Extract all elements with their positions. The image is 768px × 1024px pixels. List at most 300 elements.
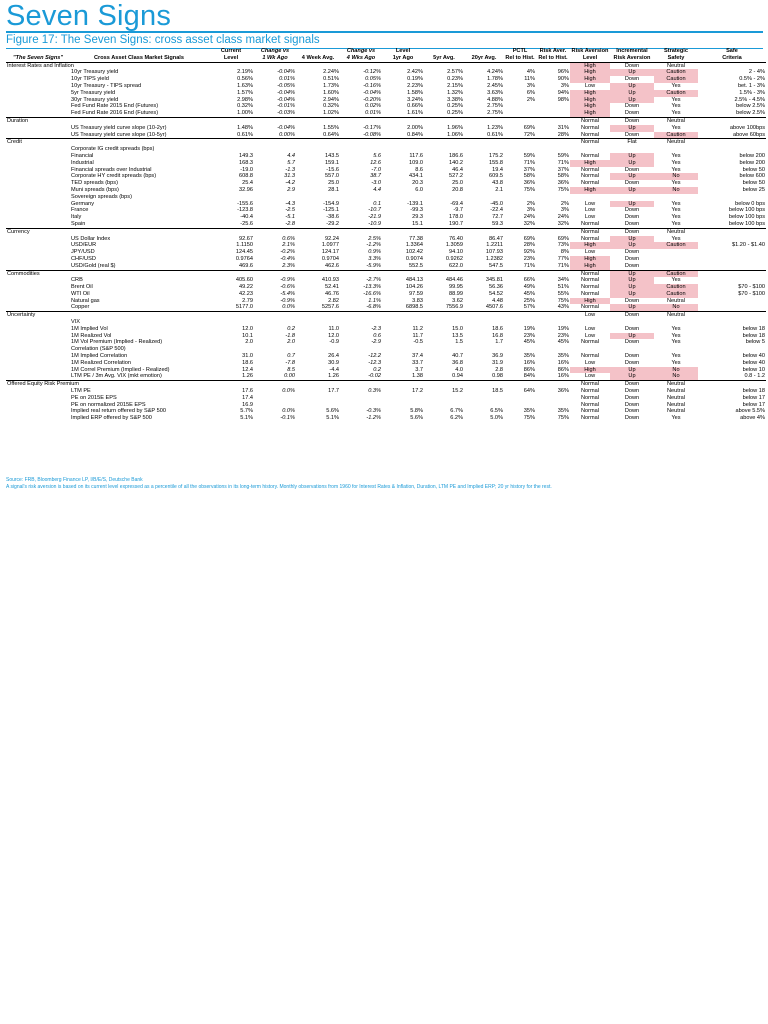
cell: -0.1% [280, 415, 295, 422]
cell: 434.1 [409, 173, 423, 180]
cell: -0.2% [280, 249, 295, 256]
cell [424, 139, 464, 146]
cell: Low [570, 312, 610, 319]
cell [6, 373, 70, 380]
cell [424, 228, 464, 235]
cell [340, 346, 382, 353]
cell: Down [624, 325, 640, 332]
cell [6, 263, 70, 270]
cell: 23% [557, 332, 569, 339]
cell: 405.60 [235, 277, 253, 284]
cell: Cross Asset Class Market Signals [70, 55, 208, 62]
cell: 35% [523, 353, 535, 360]
cell [382, 319, 424, 326]
cell: below 18 [742, 388, 765, 395]
cell: 23% [523, 255, 535, 262]
cell: 117.6 [409, 152, 423, 159]
cell [654, 319, 698, 326]
cell [504, 228, 536, 235]
cell: 8% [560, 249, 569, 256]
cell: 10yr Treasury yield [71, 69, 119, 76]
cell [6, 69, 70, 76]
table-row [6, 277, 766, 284]
cell: 3.63% [487, 89, 503, 96]
cell: Normal [580, 408, 600, 415]
cell: High [570, 103, 610, 110]
cell: Uncertainty [6, 312, 70, 319]
cell: 5yr Treasury yield [71, 89, 116, 96]
cell: -1.3 [285, 166, 295, 173]
cell: -154.9 [323, 200, 339, 207]
cell [698, 194, 766, 201]
cell [424, 270, 464, 277]
cell: Flat [610, 139, 654, 146]
cell [654, 346, 698, 353]
cell [536, 381, 570, 388]
cell: 2.24% [323, 69, 339, 76]
cell: 77.38 [409, 235, 423, 242]
cell: Neutral [666, 297, 686, 304]
cell: Corporate IG credit spreads (bps) [71, 146, 155, 153]
cell: 0.5% - 2% [739, 76, 765, 83]
cell [6, 207, 70, 214]
cell [6, 388, 70, 395]
cell: below 100 bps [728, 220, 765, 227]
cell: 25.0 [452, 180, 463, 187]
cell: 59% [523, 152, 535, 159]
cell: 104.26 [405, 284, 423, 291]
section-row [6, 270, 766, 277]
cell [6, 326, 70, 333]
cell: Yes [671, 166, 681, 173]
cell: 1.00% [237, 110, 253, 117]
cell: 1.2211 [486, 242, 503, 249]
cell [6, 319, 70, 326]
cell: 1.48% [237, 124, 253, 131]
cell [464, 62, 504, 69]
cell [296, 194, 340, 201]
cell [208, 381, 254, 388]
cell: Down [624, 339, 640, 346]
cell: 11.2 [412, 325, 423, 332]
cell: 20.3 [412, 180, 423, 187]
cell [504, 110, 536, 117]
table-row [6, 83, 766, 90]
cell [464, 194, 504, 201]
cell [464, 117, 504, 124]
cell: below 18 [742, 332, 765, 339]
cell: 0.01% [279, 76, 295, 83]
cell: 20.8 [452, 186, 463, 193]
cell: 2.00% [407, 124, 423, 131]
cell [424, 312, 464, 319]
cell: 5.1% [240, 415, 253, 422]
cell: Down [610, 117, 654, 124]
cell [208, 194, 254, 201]
cell: 0.0% [282, 304, 295, 311]
cell: 64% [523, 388, 535, 395]
cell: Normal [570, 270, 610, 277]
cell: -0.08% [363, 131, 381, 138]
cell [6, 132, 70, 139]
cell: Level [208, 55, 254, 62]
cell: Down [624, 180, 640, 187]
cell: Down [624, 297, 640, 304]
cell: -0.02 [368, 373, 381, 380]
cell: 8.6 [415, 166, 423, 173]
cell: France [71, 207, 89, 214]
cell: 4.4 [287, 152, 295, 159]
table-row [6, 201, 766, 208]
cell: 25.4 [242, 180, 253, 187]
cell: 140.2 [449, 159, 463, 166]
cell: Fed Fund Rate 2016 End (Futures) [71, 110, 159, 117]
cell [296, 228, 340, 235]
cell [340, 139, 382, 146]
cell: 28% [523, 242, 535, 249]
cell [698, 277, 766, 284]
cell: 484.46 [445, 277, 463, 284]
cell: 0.6 [373, 332, 381, 339]
cell: 19.4 [492, 166, 503, 173]
cell: below 200 [739, 152, 765, 159]
cell: 1M Realized Vol [71, 332, 112, 339]
cell: 178.0 [449, 214, 463, 221]
cell: -6.8% [366, 304, 381, 311]
cell: 0.9764 [235, 255, 253, 262]
figure-caption: Figure 17: The Seven Signs: cross asset class market signals [6, 31, 763, 49]
cell [382, 228, 424, 235]
cell: 1.2382 [485, 255, 503, 262]
cell: 4 Wks Ago [340, 55, 382, 62]
cell [6, 83, 70, 90]
footnote-source: Source: FRB, Bloomberg Finance LP, I/B/E/S, Deutsche Bank [6, 477, 143, 483]
cell: 2.9 [287, 186, 295, 193]
cell: -1.2% [366, 415, 381, 422]
table-row [6, 346, 766, 353]
cell: 76.40 [449, 235, 463, 242]
cell: Up [610, 284, 654, 291]
cell: 16% [557, 359, 569, 366]
table-row [6, 367, 766, 374]
cell: 36% [523, 180, 535, 187]
cell: 0.66% [407, 103, 423, 110]
cell: 2.94% [323, 96, 339, 103]
cell: 4.48 [492, 297, 503, 304]
cell: Up [610, 69, 654, 76]
cell: Low [584, 249, 596, 256]
cell [382, 139, 424, 146]
cell: 0.01% [365, 110, 381, 117]
cell: -45.0 [490, 200, 503, 207]
cell [424, 117, 464, 124]
cell: 0.23% [447, 76, 463, 83]
cell: 37.4 [412, 353, 423, 360]
cell: 3% [560, 207, 569, 214]
cell: $1.20 - $1.40 [732, 242, 765, 249]
cell: 30.9 [328, 359, 339, 366]
cell: 17.2 [412, 388, 423, 395]
cell [504, 62, 536, 69]
cell: -0.12% [363, 69, 381, 76]
cell: 0.9704 [321, 255, 339, 262]
cell: 49.22 [239, 284, 253, 291]
cell: High [570, 256, 610, 263]
cell [254, 395, 296, 402]
cell: 46.76 [325, 290, 339, 297]
cell [536, 62, 570, 69]
cell: 155.8 [489, 159, 503, 166]
cell: -0.04% [363, 89, 381, 96]
cell: 2.79 [242, 297, 253, 304]
cell [254, 228, 296, 235]
cell: 0.9074 [405, 255, 423, 262]
table-row [6, 153, 766, 160]
cell: -40.4 [240, 214, 253, 221]
cell: Yes [671, 110, 681, 117]
cell: 175.2 [489, 152, 503, 159]
cell: 410.93 [321, 277, 339, 284]
cell [70, 62, 208, 69]
cell [6, 146, 70, 153]
cell: 16% [557, 373, 569, 380]
cell [6, 298, 70, 305]
cell [570, 319, 610, 326]
cell: 0.00% [279, 131, 295, 138]
cell: 54.52 [489, 290, 503, 297]
cell: 469.6 [239, 262, 253, 269]
cell: 3% [560, 82, 569, 89]
cell [70, 139, 208, 146]
cell: 0.9262 [445, 255, 463, 262]
cell: 0.6% [282, 235, 295, 242]
cell: Up [610, 187, 654, 194]
cell: LTM PE / 3m Avg. VIX (mkt emotion) [71, 373, 162, 380]
cell: 1.63% [237, 82, 253, 89]
cell: Up [610, 90, 654, 97]
cell: Brent Oil [71, 284, 93, 291]
cell [296, 48, 340, 55]
cell: 15.0 [452, 325, 463, 332]
cell: 0.61% [237, 131, 253, 138]
cell: -10.7 [368, 207, 381, 214]
cell: 23% [523, 332, 535, 339]
cell: Yes [671, 353, 681, 360]
cell: 0.8 - 1.2 [744, 373, 765, 380]
cell: -12.3 [368, 359, 381, 366]
cell [536, 270, 570, 277]
cell: 0.25% [447, 110, 463, 117]
cell: 25% [523, 297, 535, 304]
cell: -5.9% [366, 262, 381, 269]
cell: 13.5 [452, 332, 463, 339]
cell [6, 125, 70, 132]
cell [382, 312, 424, 319]
cell: Caution [654, 90, 698, 97]
cell [424, 402, 464, 409]
cell: below 50 [742, 180, 765, 187]
cell: -0.6% [280, 284, 295, 291]
cell: Normal [580, 339, 600, 346]
cell: below 100 bps [728, 207, 765, 214]
cell: 1.55% [323, 124, 339, 131]
cell: Up [610, 333, 654, 340]
cell: Muni spreads (bps) [71, 186, 119, 193]
cell: No [654, 173, 698, 180]
cell [382, 395, 424, 402]
cell: 75% [523, 415, 535, 422]
cell: below 50 [742, 166, 765, 173]
cell [382, 146, 424, 153]
cell: 0.32% [323, 103, 339, 110]
cell [504, 194, 536, 201]
cell: Offered Equity Risk Premium [7, 381, 80, 388]
cell [70, 228, 208, 235]
cell: 10.1 [242, 332, 253, 339]
cell: -0.16% [363, 82, 381, 89]
cell: 35% [523, 408, 535, 415]
table-row [6, 173, 766, 180]
cell [504, 346, 536, 353]
cell: Low [584, 207, 596, 214]
table-row [6, 263, 766, 270]
cell: Up [610, 97, 654, 104]
cell: 1M Realized Correlation [71, 359, 132, 366]
cell: 52.41 [325, 284, 339, 291]
cell [208, 319, 254, 326]
cell [208, 270, 254, 277]
cell: 24% [523, 214, 535, 221]
cell: 55% [557, 290, 569, 297]
cell [698, 381, 766, 388]
cell [570, 146, 610, 153]
cell: 45% [557, 339, 569, 346]
cell [424, 381, 464, 388]
cell: 32.96 [239, 186, 253, 193]
cell: -99.3 [410, 207, 423, 214]
cell: 5yr Avg. [424, 55, 464, 62]
cell: Up [610, 270, 654, 277]
cell [536, 103, 570, 110]
cell: High [570, 187, 610, 194]
cell [536, 319, 570, 326]
cell: Low [584, 373, 596, 380]
cell: -0.04% [277, 124, 295, 131]
cell: 26.4 [328, 353, 339, 360]
cell: High [570, 62, 610, 69]
cell: -0.03% [277, 110, 295, 117]
cell: below 10 [742, 366, 765, 373]
cell [6, 214, 70, 221]
cell [6, 90, 70, 97]
cell: Yes [671, 214, 681, 221]
cell: 547.5 [489, 262, 503, 269]
cell [382, 346, 424, 353]
cell [504, 395, 536, 402]
cell: Up [610, 304, 654, 311]
cell: Yes [671, 339, 681, 346]
cell: 59.3 [492, 220, 503, 227]
cell: $70 - $100 [738, 284, 765, 291]
cell: High [570, 97, 610, 104]
cell: 552.5 [409, 262, 423, 269]
cell: Normal [580, 284, 600, 291]
cell: Normal [580, 235, 600, 242]
cell: 24% [557, 214, 569, 221]
cell: Germany [71, 200, 95, 207]
cell: 1.61% [407, 110, 423, 117]
cell [6, 353, 70, 360]
cell: 0.25% [447, 103, 463, 110]
cell [654, 146, 698, 153]
cell: 0.64% [323, 131, 339, 138]
cell: Down [624, 401, 640, 408]
cell [6, 221, 70, 228]
cell: Natural gas [71, 297, 100, 304]
cell: Up [610, 153, 654, 160]
cell: Yes [671, 207, 681, 214]
table-row [6, 353, 766, 360]
cell: 99.95 [449, 284, 463, 291]
cell: Caution [654, 76, 698, 83]
cell: Yes [671, 152, 681, 159]
cell: 0.2 [287, 325, 295, 332]
cell: 0.00 [284, 373, 295, 380]
table-row [6, 125, 766, 132]
cell: 0.19% [407, 76, 423, 83]
cell: 6.0 [415, 186, 423, 193]
cell: 3% [526, 207, 535, 214]
cell: 622.0 [449, 262, 463, 269]
cell: 31.9 [492, 359, 503, 366]
section-row [6, 312, 766, 319]
cell: 28.1 [328, 186, 339, 193]
cell [6, 346, 70, 353]
cell [296, 312, 340, 319]
cell: 46.4 [452, 166, 463, 173]
cell: Normal [580, 415, 600, 422]
cell: Yes [671, 159, 681, 166]
cell [208, 146, 254, 153]
cell: below 2.5% [736, 110, 765, 117]
cell [610, 346, 654, 353]
cell: -13.3% [363, 284, 381, 291]
cell: 5.8% [410, 408, 423, 415]
cell: 3.62 [452, 297, 463, 304]
cell: below 17 [742, 401, 765, 408]
cell: below 40 [742, 353, 765, 360]
cell: below 0 bps [735, 200, 765, 207]
cell [654, 256, 698, 263]
cell: 1.3364 [405, 242, 423, 249]
cell: Caution [654, 69, 698, 76]
cell: 45% [523, 339, 535, 346]
cell: Down [624, 388, 640, 395]
cell: 1.1% [368, 297, 381, 304]
cell: 5.7% [240, 408, 253, 415]
cell: 2.42% [407, 69, 423, 76]
cell: -22.4 [490, 207, 503, 214]
cell [340, 62, 382, 69]
cell: above 5.5% [735, 408, 765, 415]
cell: Normal [580, 290, 600, 297]
cell [296, 139, 340, 146]
cell: -16.6% [363, 290, 381, 297]
cell [6, 153, 70, 160]
cell [70, 48, 208, 55]
cell: -21.9 [368, 214, 381, 221]
cell [6, 395, 70, 402]
